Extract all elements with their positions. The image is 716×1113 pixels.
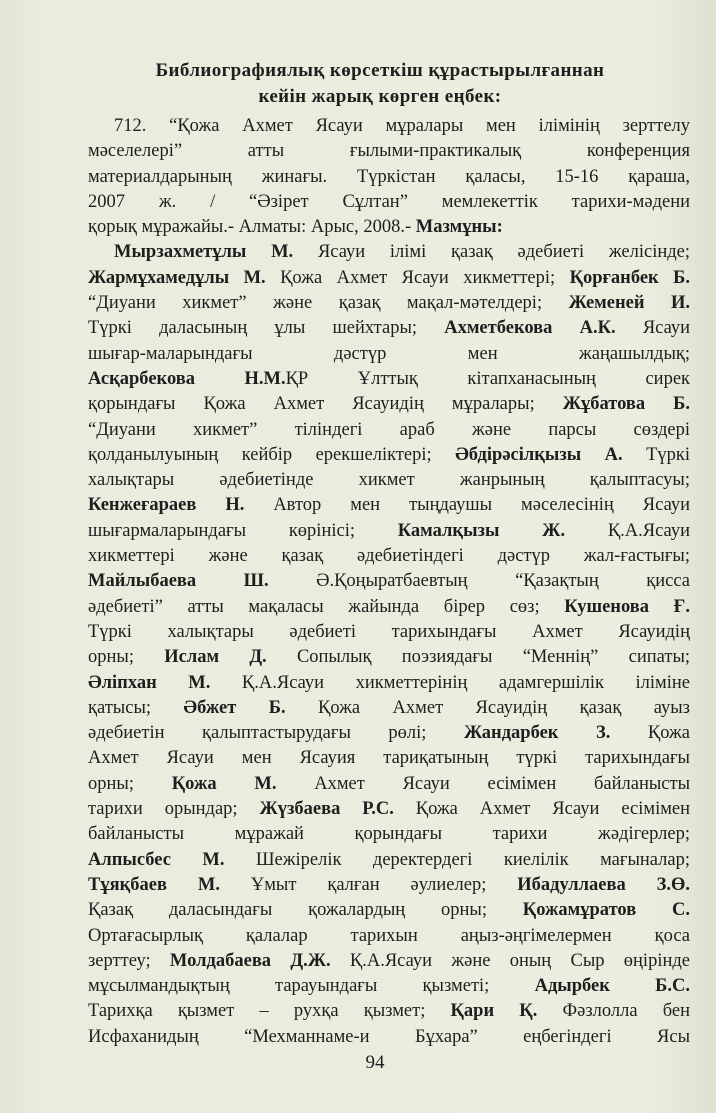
entry-text: Қожа Ахмет Ясауи есімімен [393,799,691,820]
author-name: Әбдірәсілқызы А. [455,444,623,465]
entry-text: Тарихқа қызмет – рухқа қызмет; [88,1001,451,1022]
text-line [88,949,690,974]
entry-text: орны; [88,647,165,668]
entry-text: шығар-маларындағы дәстүр мен жаңашылдық; [88,343,690,364]
entry-text: Ясауи ілімі қазақ әдебиеті желісінде; [293,242,690,263]
entry-text: қолданылуының кейбір ерекшеліктері; [88,444,456,465]
author-name: Ислам Д. [164,647,267,668]
author-name: Ибадуллаева З.Ө. [517,874,691,895]
text-line [88,595,690,620]
author-name: Кенжеғараев Н. [88,495,245,516]
entry-text: Ә.Қоңыратбаевтың “Қазақтың қисса [268,571,691,592]
text-line [88,1025,690,1050]
text-line [88,342,690,367]
text-line [88,418,690,443]
entry-text: Түркі халықтары әдебиеті тарихындағы Ахмет Ясауидің [88,621,690,642]
text-line [88,696,690,721]
text-line [88,266,690,291]
section-heading-line-1: Библиографиялық көрсеткіш құрастырылғаннан [155,60,605,81]
text-line [88,443,690,468]
author-name: Мырзахметұлы М. [114,242,294,263]
entry-text: “Диуани хикмет” және қазақ мақал-мәтелдері; [88,293,569,314]
entry-text: “Диуани хикмет” тіліндегі араб және парсы сөздері [88,419,691,440]
entry-text: хикметтері және қазақ әдебиетіндегі дәстүр жал-ғастығы; [88,546,690,567]
author-name: Жұбатова Б. [562,394,691,415]
entry-text: Қожа Ахмет Ясауи хикметтері; [265,267,570,288]
entry-text: Түркі [622,444,690,465]
author-name: Қожамұратов С. [522,900,690,921]
entry-text: Қожа [610,723,691,744]
page-number: 94 [365,1052,385,1073]
text-line [88,999,690,1024]
entry-text: Исфаханидың “Мехманнаме-и Бұхара” еңбегіндегі Ясы [88,1026,691,1047]
author-name: Асқарбекова Н.М. [88,368,286,389]
entry-text: Қожа Ахмет Ясауидің қазақ ауыз [285,697,690,718]
author-name: Адырбек Б.С. [534,976,691,997]
text-line [88,620,690,645]
text-line [88,848,690,873]
text-line [88,367,690,392]
entry-text: ҚР Ұлттық кітапханасының сирек [285,368,691,389]
author-name: Жеменей И. [568,293,691,314]
author-name: Мазмұны: [415,217,503,238]
text-line [88,873,690,898]
text-line [88,291,690,316]
text-line [88,392,690,417]
author-name: Әліпхан М. [88,672,211,693]
author-name: Ахметбекова А.К. [444,318,616,339]
author-name: Жандарбек З. [463,723,611,744]
entry-text: қорындағы Қожа Ахмет Ясауидің мұралары; [88,394,563,415]
entry-text: халықтары әдебиетінде хикмет жанрының қалыптасуы; [88,470,690,491]
text-line [88,519,690,544]
entry-text: Ясауи [615,318,691,339]
author-name: Жармұхамедұлы М. [88,267,266,288]
text-line [88,493,690,518]
text-line [88,822,690,847]
entry-text: Ұмыт қалған әулиелер; [219,874,518,895]
text-line [88,544,690,569]
text-line [88,974,690,999]
text-line [88,569,690,594]
entry-text: Қ.А.Ясауи хикметтерінің адамгершілік іліміне [210,672,691,693]
text-line [88,645,690,670]
author-name: Камалқызы Ж. [397,520,566,541]
entry-text: 712. “Қожа Ахмет Ясауи мұралары мен ілімінің зерттелу [114,116,691,136]
author-name: Қожа М. [171,773,277,794]
text-line [88,316,690,341]
text-line [88,240,690,265]
text-line [88,215,690,240]
entry-text: Ортағасырлық қалалар тарихын аңыз-әңгімелермен қоса [88,925,690,946]
text-line [88,671,690,696]
author-name: Әбжет Б. [183,697,286,718]
text-line [88,721,690,746]
author-name: Қорғанбек Б. [569,267,690,288]
entry-text: байланысты мұражай қорындағы тарихи жәдігерлер; [88,824,690,845]
entry-text: Ахмет Ясауи есімімен байланысты [276,773,690,794]
author-name: Қари Қ. [450,1001,538,1022]
author-name: Молдабаева Д.Ж. [169,950,331,971]
entry-text: қорық мұражайы.- Алматы: Арыс, 2008.- [88,217,416,238]
text-line [88,468,690,493]
author-name: Алпысбес М. [88,849,225,870]
entry-text: орны; [88,773,172,794]
author-name: Кушенова Ғ. [564,596,691,617]
entry-text: мәселелері” атты ғылыми-практикалық конференция [88,141,690,162]
text-line [88,746,690,771]
entry-text: Ахмет Ясауи мен Ясауия тариқатының түркі тарихындағы [88,748,690,769]
text-line [88,898,690,923]
text-line [88,797,690,822]
entry-text: Қ.А.Ясауи [565,520,690,541]
entry-text: тарихи орындар; [88,799,260,820]
entry-text: 2007 ж. / “Әзірет Сұлтан” мемлекеттік тарихи-мәдени [88,191,691,212]
entry-text: Фәзлолла бен [537,1001,691,1022]
entry-text: Қ.А.Ясауи және оның Сыр өңірінде [330,950,690,971]
author-name: Тұяқбаев М. [88,874,220,895]
entry-text: қатысы; [88,697,184,718]
entry-text: әдебиетін қалыптастырудағы рөлі; [88,723,464,744]
entry-text: Сопылық поэзиядағы “Меннің” сипаты; [266,647,691,668]
text-line [88,165,690,190]
entry-text: Шежірелік деректердегі киелілік мағыналар; [224,849,691,870]
entry-text: Түркі даласының ұлы шейхтары; [88,318,445,339]
author-name: Майлыбаева Ш. [88,571,269,592]
entry-text: шығармаларындағы көрінісі; [88,520,398,541]
text-line [88,114,690,139]
text-line [88,139,690,164]
entry-text: зерттеу; [88,950,170,971]
entry-text: Автор мен тыңдаушы мәселесінің Ясауи [244,495,690,516]
entry-text: мұсылмандықтың тарауындағы қызметі; [88,976,535,997]
text-line [88,190,690,215]
author-name: Жүзбаева Р.С. [259,799,394,820]
entry-text: әдебиеті” атты мақаласы жайында бірер сөз; [88,596,565,617]
text-line [88,772,690,797]
entry-text: Қазақ даласындағы қожалардың орны; [88,900,523,921]
section-heading-line-2: кейін жарық көрген еңбек: [258,86,502,107]
entry-text: материалдарының жинағы. Түркістан қаласы, 15-16 қараша, [88,166,690,187]
text-line [88,924,690,949]
bibliography-entry-712 [88,114,690,1050]
